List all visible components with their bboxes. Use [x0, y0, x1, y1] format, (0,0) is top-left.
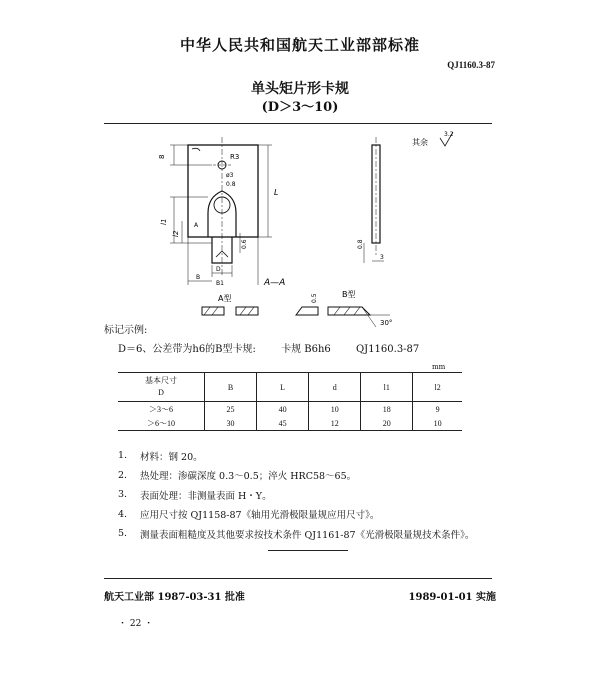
table-unit: mm [432, 363, 446, 371]
table-header-row [118, 373, 462, 402]
list-item: 5. 测量表面粗糙度及其他要求按技术条件 QJ1161-87《光滑极限量规技术条件》。 [118, 528, 475, 541]
gauge-drawing [100, 125, 500, 335]
hatch-5 [334, 307, 340, 315]
type-b-tip-label: 0.5 [311, 293, 318, 303]
standard-number: QJ1160.3-87 [447, 60, 495, 70]
marking-condition: D＝6、公差带为h6的B型卡规: [118, 344, 256, 355]
dim-label-a-mark: A [194, 222, 199, 229]
hatch-2 [212, 307, 218, 315]
technical-notes [118, 446, 474, 544]
hatch-6 [344, 307, 350, 315]
type-b-section-left [296, 307, 318, 315]
header-rule [104, 123, 492, 124]
type-a-label: A型 [218, 294, 232, 303]
header-l: L [257, 373, 309, 402]
section-label: A—A [264, 278, 286, 288]
organization-title: 中华人民共和国航天工业部部标准 [179, 36, 420, 54]
dim-label-l1: l1 [160, 218, 168, 225]
surface-note: 其余 [412, 138, 428, 147]
dim-label-length: L [274, 188, 279, 197]
type-a-section-right [236, 307, 258, 315]
angle-line [362, 307, 376, 327]
hatch-7 [354, 307, 360, 315]
dim-label-radius: R3 [230, 153, 240, 161]
marking-standard: QJ1160.3-87 [355, 344, 420, 355]
list-item: 4. 应用尺寸按 QJ1158-87《轴用光滑极限量规应用尺寸》。 [118, 508, 380, 522]
type-b-label: B型 [342, 290, 356, 299]
corner-radius-mark [192, 148, 200, 151]
dimension-table [118, 372, 462, 431]
header-l2: l2 [413, 373, 462, 402]
table-row: ＞3～6 25 40 10 18 9 [118, 402, 462, 417]
dim-label-b0: B [196, 274, 201, 281]
page-number: ・ 22 ・ [118, 619, 154, 629]
end-rule [268, 550, 348, 551]
surface-value: 3.2 [444, 131, 454, 138]
dim-label-d-value: 0.6 [241, 239, 248, 249]
document-title: 单头矩片形卡规 [251, 81, 349, 97]
approval-date: 航天工业部 1987-03-31 批准 [104, 592, 245, 603]
header-basic-size: 基本尺寸 D [118, 373, 205, 402]
dim-label-b: 8 [158, 154, 166, 159]
marking-label: 标记示例: [104, 325, 148, 336]
table-row: ＞6～10 30 45 12 20 10 [118, 416, 462, 431]
marking-designation: 卡规 B6h6 [281, 344, 331, 355]
list-item: 3. 表面处理：非测量表面 H・Y。 [118, 489, 272, 502]
dim-label-b1: B1 [216, 280, 224, 287]
marking-example [118, 340, 441, 355]
hatch-4 [248, 307, 254, 315]
dim-label-hole: ø3 [226, 172, 234, 179]
angle-label: 30° [380, 319, 393, 327]
dim-label-l2: l2 [172, 230, 180, 237]
list-item: 1. 材料：钢 20。 [118, 450, 203, 463]
hatch-3 [240, 307, 246, 315]
dim-label-d: D [216, 266, 221, 273]
footer-rule [104, 578, 492, 579]
list-item: 2. 热处理：渗碳深度 0.3～0.5；淬火 HRC58～65。 [118, 469, 357, 483]
implementation-date: 1989-01-01 实施 [408, 592, 496, 603]
side-dim-label-b: 3 [380, 254, 384, 261]
header-b: B [205, 373, 257, 402]
dim-label-roughness: 0.8 [226, 181, 236, 188]
side-dim-label-a: 0.8 [357, 239, 364, 249]
hatch-1 [204, 307, 210, 315]
document-subtitle: (D＞3～10) [261, 100, 339, 115]
header-l1: l1 [361, 373, 413, 402]
header-d: d [309, 373, 361, 402]
